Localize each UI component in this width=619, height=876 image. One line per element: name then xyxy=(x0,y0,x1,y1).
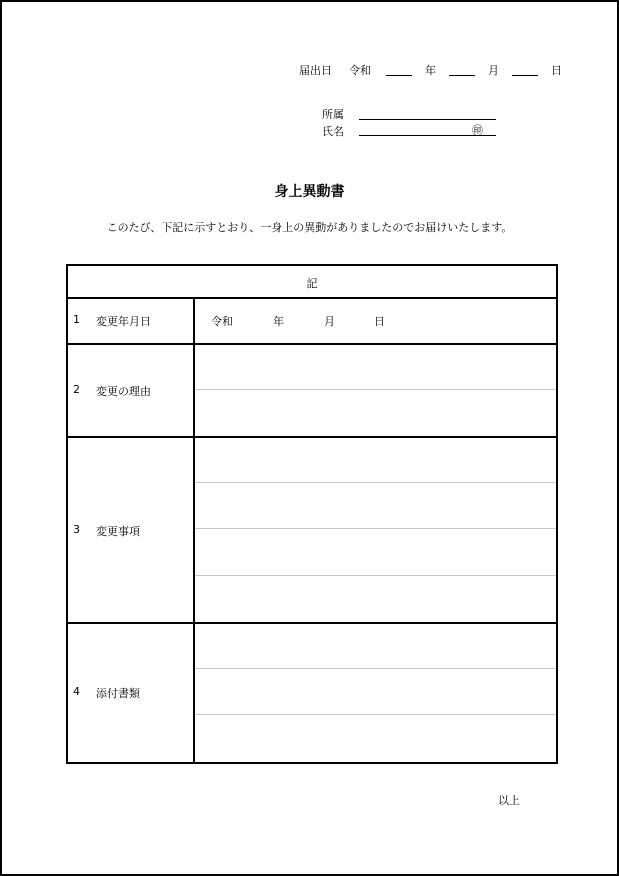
row-label-attachments: 添付書類 xyxy=(96,687,140,700)
row-divider xyxy=(68,297,556,299)
row-label-change-date: 変更年月日 xyxy=(96,315,151,328)
name-label: 氏名 xyxy=(322,125,344,138)
change-date-year-unit: 年 xyxy=(273,315,284,328)
affiliation-field xyxy=(359,119,496,120)
column-divider xyxy=(193,297,195,762)
writing-line xyxy=(195,668,556,669)
table-heading: 記 xyxy=(306,277,318,290)
details-table xyxy=(66,264,558,764)
change-date-month-unit: 月 xyxy=(324,315,335,328)
row-number: 3 xyxy=(73,523,80,536)
writing-line xyxy=(195,528,556,529)
submit-year-blank xyxy=(386,75,412,76)
row-divider xyxy=(68,343,556,345)
row-number: 4 xyxy=(73,685,80,698)
writing-line xyxy=(195,575,556,576)
page-title: 身上異動書 xyxy=(274,184,345,200)
row-label-reason: 変更の理由 xyxy=(96,385,151,398)
row-label-changes: 変更事項 xyxy=(96,525,140,538)
intro-text: このたび、下記に示すとおり、一身上の異動がありましたのでお届けいたします。 xyxy=(106,221,513,234)
submit-date-era: 令和 xyxy=(349,64,371,77)
affiliation-label: 所属 xyxy=(322,108,344,121)
submit-day-blank xyxy=(512,75,538,76)
row-divider xyxy=(68,436,556,438)
writing-line xyxy=(195,714,556,715)
submit-month-unit: 月 xyxy=(488,64,499,77)
row-number: 1 xyxy=(73,313,80,326)
submit-year-unit: 年 xyxy=(425,64,436,77)
row-number: 2 xyxy=(73,383,80,396)
change-date-era: 令和 xyxy=(211,315,233,328)
seal-mark: ㊞ xyxy=(472,124,483,137)
change-date-day-unit: 日 xyxy=(374,315,385,328)
writing-line xyxy=(195,389,556,390)
row-divider xyxy=(68,622,556,624)
submit-month-blank xyxy=(449,75,475,76)
submit-date-label: 届出日 xyxy=(299,64,332,77)
submit-day-unit: 日 xyxy=(551,64,562,77)
writing-line xyxy=(195,482,556,483)
closing-text: 以上 xyxy=(498,794,520,807)
